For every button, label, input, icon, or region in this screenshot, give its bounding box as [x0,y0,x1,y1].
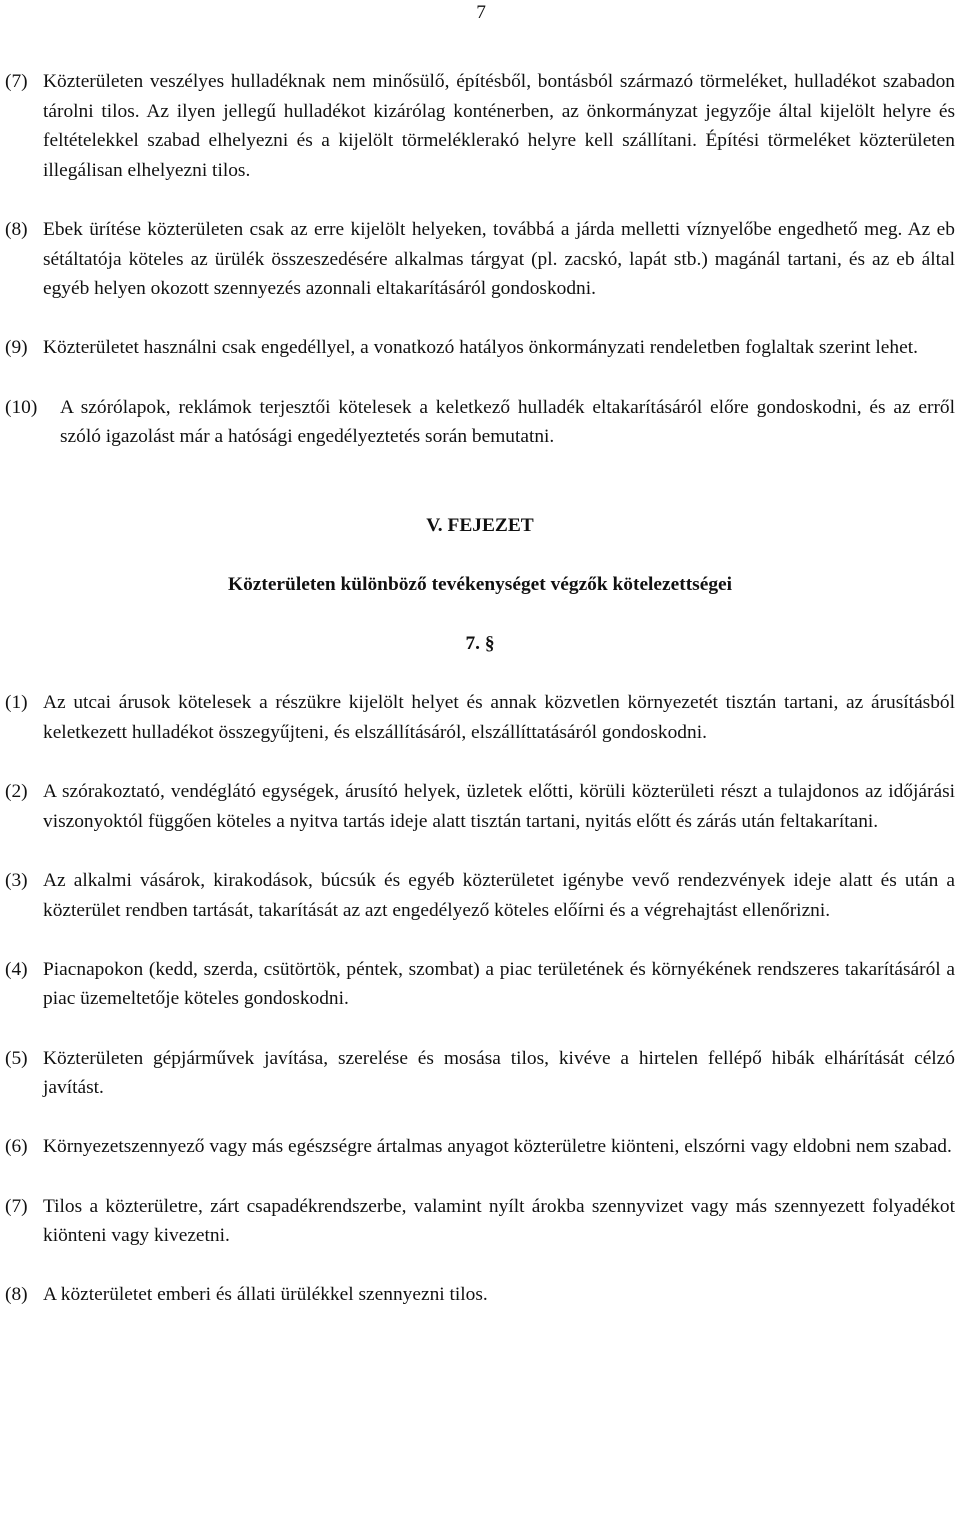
paragraph-number: (4) [5,958,28,980]
paragraph-7-8 [5,1280,955,1310]
paragraph-iv-8 [5,215,955,304]
paragraph-7-7 [5,1192,955,1251]
paragraph-7-5 [5,1044,955,1103]
paragraph-iv-7 [5,67,955,185]
chapter-title: Közterületen különböző tevékenységet végzők kötelezettségei [227,574,733,596]
paragraph-iv-9 [5,333,955,363]
paragraph-text: Környezetszennyező vagy más egészségre ártalmas anyagot közterületre kiönteni, elszórni vagy eldobni nem szabad. [43,1136,952,1158]
paragraph-text: Közterületen veszélyes hulladéknak nem minősülő, építésből, bontásból származó törmeléket, hulladékot szabadon tárolni tilos. Az ilyen jellegű hulladékot kizárólag konténerben, az önkormányzat jegyzője által kijelölt helyre és feltételekkel szabad elhelyezni és a kijelölt törmeléklerakó helyre kell szállítani. Építési törmeléket közterületen illegálisan elhelyezni tilos. [43,71,955,181]
paragraph-7-3 [5,866,955,925]
paragraph-text: A közterületet emberi és állati ürülékkel szennyezni tilos. [43,1284,488,1306]
paragraph-iv-10 [5,393,955,452]
document-body [5,67,955,1310]
paragraph-number: (7) [5,1195,28,1217]
paragraph-number: (8) [5,218,28,240]
paragraph-7-4 [5,955,955,1014]
paragraph-text: Ebek ürítése közterületen csak az erre kijelölt helyeken, továbbá a járda melletti víznyelőbe engedhető meg. Az eb sétáltatója köteles az ürülék összeszedésére alkalmas tárgyat (pl. zacskó, lapát stb.) magánál tartani, és az eb által egyéb helyen okozott szennyezés azonnali eltakarításáról gondoskodni. [43,218,955,300]
paragraph-7-2 [5,777,955,836]
paragraph-number: (2) [5,781,28,803]
paragraph-text: Piacnapokon (kedd, szerda, csütörtök, péntek, szombat) a piac területének és környékének rendszeres takarításáról a piac üzemeltetője köteles gondoskodni. [43,958,955,1010]
paragraph-number: (1) [5,692,28,714]
paragraph-number: (8) [5,1284,28,1306]
paragraph-text: Az utcai árusok kötelesek a részükre kijelölt helyet és annak közvetlen környezetét tisztán tartani, az árusításból keletkezett hulladékot összegyűjteni, és elszállításáról, elszállíttatásáról gondoskodni. [43,692,955,744]
paragraph-text: A szórólapok, reklámok terjesztői kötelesek a keletkező hulladék eltakarításáról előre gondoskodni, és az erről szóló igazolást már a hatósági engedélyeztetés során bemutatni. [60,396,955,448]
chapter-number: V. FEJEZET [426,514,534,536]
paragraph-text: Az alkalmi vásárok, kirakodások, búcsúk és egyéb közterületet igénybe vevő rendezvények ideje alatt és után a közterület rendben tartását, takarítását az azt engedélyező köteles előírni és a végrehajtást ellenőrizni. [43,870,955,921]
paragraph-number: (3) [5,870,28,892]
paragraph-text: Közterületet használni csak engedéllyel, a vonatkozó hatályos önkormányzati rendeletben foglaltak szerint lehet. [43,337,918,359]
paragraph-text: Tilos a közterületre, zárt csapadékrendszerbe, valamint nyílt árokba szennyvizet vagy más szennyezett folyadékot kiönteni vagy kivezetni. [43,1195,955,1247]
paragraph-7-1 [5,688,955,747]
paragraph-number: (10) [5,396,38,418]
paragraph-number: (5) [5,1047,28,1069]
paragraph-number: (6) [5,1136,28,1158]
paragraph-number: (7) [5,71,28,92]
page-number: 7 [476,2,486,23]
paragraph-7-6 [5,1132,955,1162]
section-number: 7. § [465,633,495,655]
paragraph-number: (9) [5,337,28,359]
paragraph-text: A szórakoztató, vendéglátó egységek, árusító helyek, üzletek előtti, körüli közterületi részt a tulajdonos az időjárási viszonyoktól függően köteles a nyitva tartás ideje alatt tisztán tartani, nyitás előtt és zárás után feltakarítani. [43,781,955,832]
paragraph-text: Közterületen gépjárművek javítása, szerelése és mosása tilos, kivéve a hirtelen fellépő hibák elhárítását célzó javítást. [43,1047,955,1099]
